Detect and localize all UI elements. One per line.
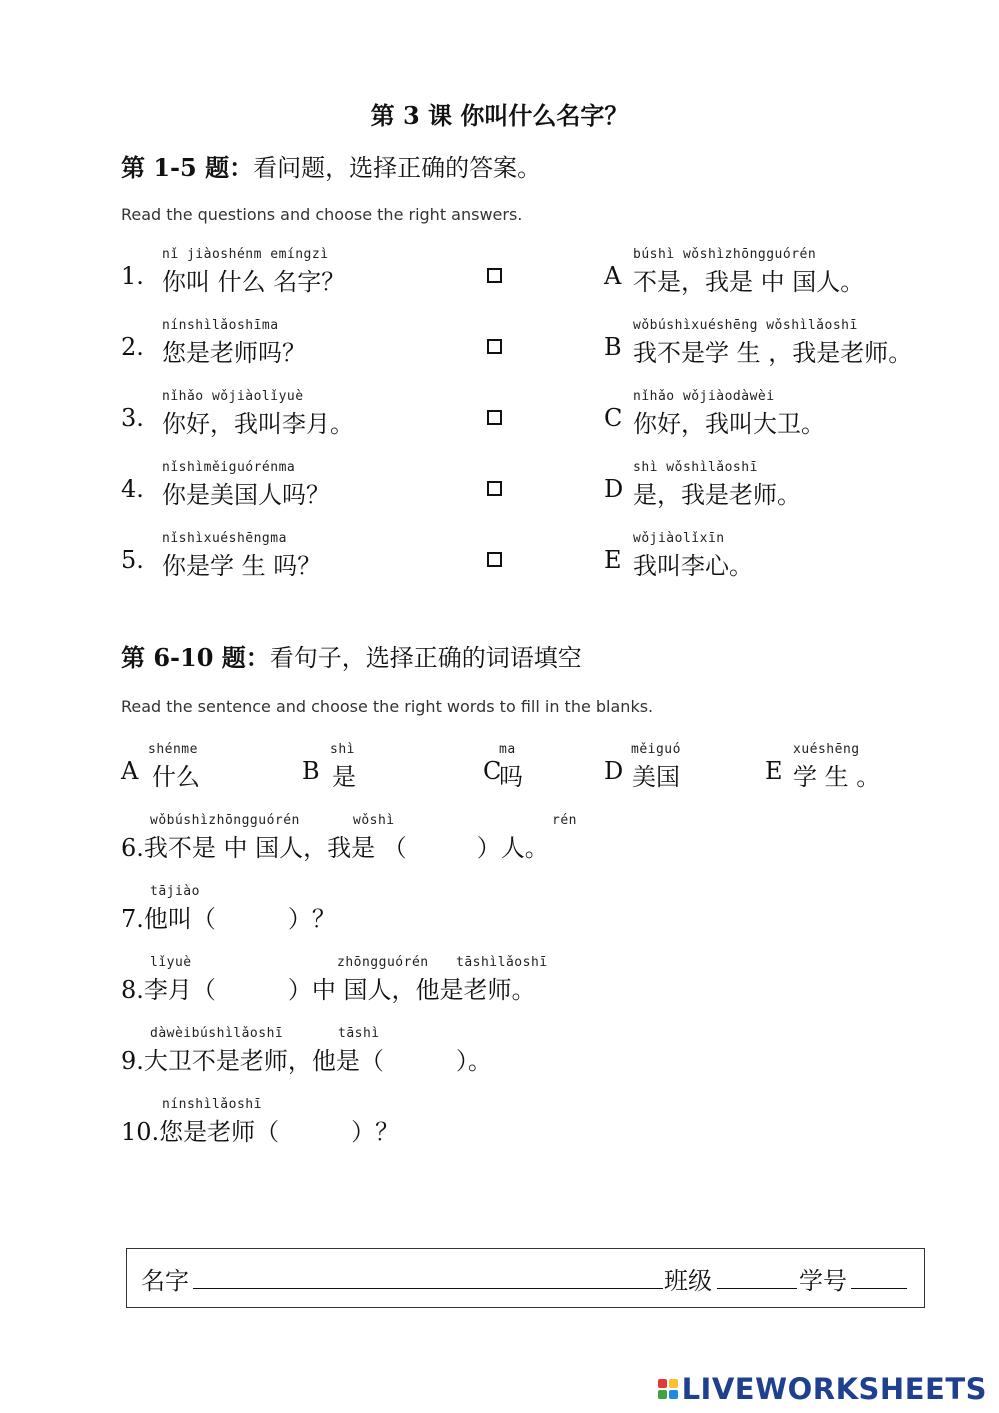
sentence-6-pinyin-b: wǒshì [353, 813, 395, 828]
question-2-answer-checkbox[interactable] [487, 339, 502, 354]
option-a-pinyin: shénme [148, 742, 198, 757]
option-b-letter: B [302, 757, 320, 785]
answer-e-pinyin: wǒjiàolǐxīn [633, 531, 725, 546]
answer-d-text: 是，我是老师。 [633, 481, 801, 509]
sentence-9-text-before: 大卫不是老师，他是（ [143, 1047, 384, 1075]
answer-a-letter: A [604, 262, 622, 290]
question-3-text: 你好，我叫李月。 [162, 410, 354, 438]
question-1-number: 1. [121, 262, 144, 290]
sentence-6-pinyin-a: wǒbúshìzhōngguórén [150, 813, 300, 828]
section-1-instruction: Read the questions and choose the right answers. [121, 205, 523, 224]
sentence-8-pinyin-b: zhōngguórén [337, 955, 429, 970]
option-c-text: 吗 [499, 763, 523, 791]
sentence-6-number: 6. [121, 834, 144, 862]
sentence-7-pinyin-a: tājiào [150, 884, 200, 899]
answer-c-pinyin: nǐhǎo wǒjiàodàwèi [633, 389, 775, 404]
section-2-instruction: Read the sentence and choose the right words to fill in the blanks. [121, 697, 654, 716]
sentence-6-pinyin-c: rén [552, 813, 577, 828]
section-1-heading-text: 看问题，选择正确的答案。 [253, 154, 542, 182]
answer-b-letter: B [604, 333, 622, 361]
question-2-number: 2. [121, 333, 144, 361]
class-field[interactable] [717, 1288, 797, 1289]
option-c-pinyin: ma [499, 742, 516, 757]
answer-a-pinyin: búshì wǒshìzhōngguórén [633, 247, 817, 262]
question-3-pinyin: nǐhǎo wǒjiàolǐyuè [162, 389, 304, 404]
option-e-pinyin: xuéshēng [793, 742, 860, 757]
worksheet-title: 第 3 课 你叫什么名字？ [370, 101, 629, 130]
sentence-6-text-before: 我不是 中 国人，我是 （ [143, 834, 407, 862]
question-4-answer-checkbox[interactable] [487, 481, 502, 496]
sentence-10-line [121, 1112, 399, 1147]
question-3-answer-checkbox[interactable] [487, 410, 502, 425]
section-2-heading-text: 看句子，选择正确的词语填空 [269, 644, 582, 672]
answer-e-text: 我叫李心。 [633, 552, 753, 580]
sentence-9-pinyin-b: tāshì [338, 1026, 380, 1041]
sentence-10-text-after: ）？ [351, 1118, 400, 1146]
question-1-answer-checkbox[interactable] [487, 268, 502, 283]
sentence-8-text-after: ）中 国人，他是老师。 [287, 976, 536, 1004]
liveworksheets-logo[interactable] [658, 1372, 987, 1406]
sentence-8-number: 8. [121, 976, 144, 1004]
section-2-heading [121, 638, 582, 673]
question-4-pinyin: nǐshìměiguórénma [162, 460, 296, 475]
question-5-text: 你是学 生 吗？ [162, 552, 322, 580]
answer-c-text: 你好，我叫大卫。 [633, 410, 825, 438]
option-b-text: 是 [332, 763, 356, 791]
section-1-heading-number: 第 1-5 题： [121, 153, 254, 182]
question-4-text: 你是美国人吗？ [162, 481, 330, 509]
answer-d-letter: D [604, 475, 624, 503]
sentence-7-number: 7. [121, 905, 144, 933]
name-label: 名字 [141, 1267, 189, 1295]
question-5-pinyin: nǐshìxuéshēngma [162, 531, 287, 546]
question-4-number: 4. [121, 475, 144, 503]
liveworksheets-logo-text: LIVEWORKSHEETS [681, 1372, 987, 1406]
student-info-box [126, 1248, 925, 1308]
question-1-text: 你叫 什么 名字？ [162, 268, 346, 296]
sentence-10-number: 10. [121, 1118, 160, 1146]
option-d-text: 美国 [632, 763, 680, 791]
sentence-8-pinyin-a: lǐyuè [150, 955, 192, 970]
question-5-number: 5. [121, 546, 144, 574]
option-d-letter: D [604, 757, 624, 785]
answer-d-pinyin: shì wǒshìlǎoshī [633, 460, 758, 475]
option-b-pinyin: shì [330, 742, 355, 757]
sentence-6-text-after: ）人。 [476, 834, 549, 862]
sentence-8-pinyin-c: tāshìlǎoshī [456, 955, 548, 970]
liveworksheets-logo-icon [658, 1379, 678, 1399]
option-e-text: 学 生 。 [793, 763, 881, 791]
answer-b-pinyin: wǒbúshìxuéshēng wǒshìlǎoshī [633, 318, 858, 333]
sentence-7-line [121, 899, 336, 934]
sentence-9-text-after: ）。 [455, 1047, 492, 1075]
sentence-7-text-after: ）？ [287, 905, 336, 933]
answer-c-letter: C [604, 404, 623, 432]
class-label: 班级 [664, 1267, 712, 1295]
question-2-pinyin: nínshìlǎoshīma [162, 318, 279, 333]
question-3-number: 3. [121, 404, 144, 432]
question-2-text: 您是老师吗？ [162, 339, 306, 367]
sentence-9-number: 9. [121, 1047, 144, 1075]
answer-e-letter: E [604, 546, 622, 574]
sentence-10-text-before: 您是老师（ [159, 1118, 280, 1146]
student-number-label: 学号 [799, 1267, 847, 1295]
sentence-9-pinyin-a: dàwèibúshìlǎoshī [150, 1026, 284, 1041]
question-1-pinyin: nǐ jiàoshénm emíngzì [162, 247, 329, 262]
name-field[interactable] [193, 1288, 663, 1289]
option-d-pinyin: měiguó [631, 742, 681, 757]
option-a-letter: A [121, 757, 139, 785]
sentence-9-line [121, 1041, 492, 1076]
section-1-heading [121, 148, 541, 183]
student-number-field[interactable] [851, 1288, 907, 1289]
option-c-letter: C [483, 757, 502, 785]
sentence-6-line [121, 828, 549, 863]
sentence-8-text-before: 李月（ [143, 976, 216, 1004]
sentence-7-text-before: 他叫（ [143, 905, 216, 933]
sentence-10-pinyin-a: nínshìlǎoshī [162, 1097, 262, 1112]
option-e-letter: E [765, 757, 783, 785]
option-a-text: 什么 [152, 763, 200, 791]
question-5-answer-checkbox[interactable] [487, 552, 502, 567]
sentence-8-line [121, 970, 536, 1005]
answer-a-text: 不是，我是 中 国人。 [633, 268, 865, 296]
section-2-heading-number: 第 6-10 题： [121, 643, 270, 672]
answer-b-text: 我不是学 生 ，我是老师。 [633, 339, 913, 367]
